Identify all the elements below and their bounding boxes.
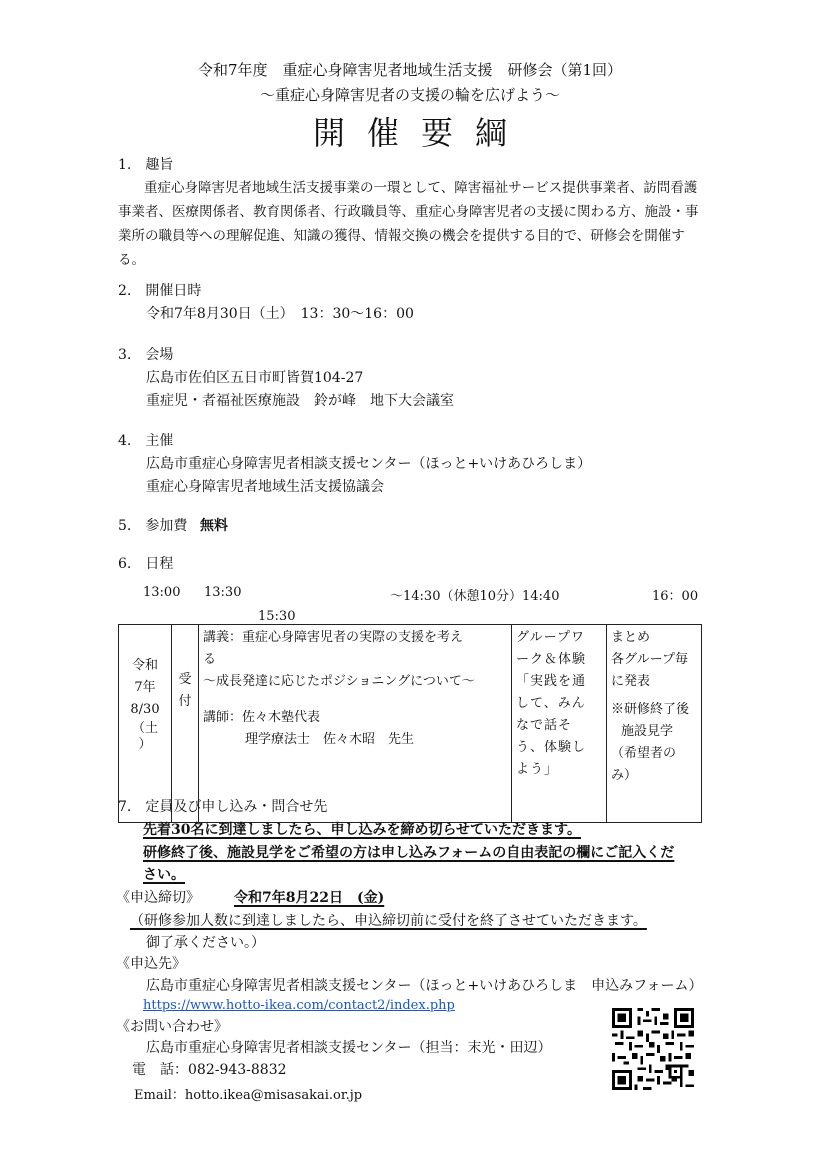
apply-label: 《申込先》 (116, 956, 186, 972)
deadline-note-continued: 御了承ください。） (146, 935, 265, 951)
section-4-heading: 4. 主催 (118, 433, 174, 449)
contact-label: 《お問い合わせ》 (116, 1019, 228, 1035)
lecture-line: る (203, 652, 217, 667)
capacity-notice: 先着30名に到達しましたら、申し込みを締め切らせていただきます。 (143, 822, 581, 838)
venue-name: 重症児・者福祉医療施設 鈴が峰 地下大会議室 (146, 393, 454, 409)
group-line: ーク＆体験 (516, 652, 587, 667)
fee-value: 無料 (200, 518, 228, 534)
document-title: 令和7年度 重症心身障害児者地域生活支援 研修会（第1回） (197, 61, 623, 79)
section-7-heading: 7. 定員及び申し込み・問合せ先 (118, 799, 328, 815)
qr-code-icon (612, 1008, 694, 1090)
group-line: う、体験し (516, 740, 587, 755)
tour-notice-continued: さい。 (143, 867, 185, 883)
group-line: して、みん (516, 696, 586, 711)
summary-line: に発表 (611, 674, 651, 689)
organizer-2: 重症心身障害児者地域生活支援協議会 (146, 479, 384, 495)
group-line: 「実践を通 (516, 674, 587, 689)
lecturer-line: 理学療法士 佐々木昭 先生 (245, 732, 415, 747)
time-1330: 13:30 (204, 585, 242, 600)
time-1530: 15:30 (258, 609, 296, 624)
reception-line: 受 (178, 672, 192, 687)
section-5-heading: 5. 参加費 (118, 518, 188, 534)
contact-email[interactable]: Email：hotto.ikea@misasakai.or.jp (134, 1088, 363, 1103)
apply-destination: 広島市重症心身障害児者相談支援センター（ほっと+いけあひろしま 申込みフォーム） (146, 978, 703, 994)
group-line: グループワ (516, 630, 585, 645)
section-6-heading: 6. 日程 (118, 556, 174, 572)
summary-line: ※研修終了後 (611, 702, 690, 717)
section-3-heading: 3. 会場 (118, 347, 174, 363)
deadline-note: （研修参加人数に到達しましたら、申込締切前に受付を終了させていただきます。 (130, 913, 647, 929)
tour-notice: 研修終了後、施設見学をご希望の方は申し込みフォームの自由表記の欄にご記入くだ (143, 845, 675, 861)
document-subtitle: ～重症心身障害児者の支援の輪を広げよう～ (259, 86, 560, 104)
summary-line: 各グループ毎 (611, 652, 688, 667)
schedule-table (118, 624, 702, 823)
summary-line: 施設見学 (621, 724, 674, 739)
lecture-line: 講義：重症心身障害児者の実際の支援を考え (203, 630, 464, 645)
lecture-line: ～成長発達に応じたポジショニングについて～ (203, 674, 475, 689)
venue-address: 広島市佐伯区五日市町皆賀104-27 (146, 370, 364, 386)
summary-line: まとめ (611, 630, 651, 645)
time-1430-1440: ～14:30（休憩10分）14:40 (390, 589, 560, 604)
organizer-1: 広島市重症心身障害児者相談支援センター（ほっと+いけあひろしま） (146, 456, 592, 472)
apply-form-link[interactable]: https://www.hotto-ikea.com/contact2/index.php (143, 998, 455, 1013)
date-line: 7年 (134, 680, 156, 695)
schedule-date-cell (119, 625, 172, 823)
date-line: 令和 (131, 658, 158, 673)
section-1-heading: 1. 趣旨 (118, 157, 174, 173)
date-line: ） (138, 737, 152, 752)
summary-line: み） (611, 768, 638, 783)
event-datetime: 令和7年8月30日（土） 13：30～16：00 (146, 306, 414, 322)
summary-line: （希望者の (611, 746, 677, 761)
time-1600: 16：00 (652, 589, 699, 604)
date-line: （土 (131, 721, 158, 736)
section-1-body: 重症心身障害児者地域生活支援事業の一環として、障害福祉サービス提供事業者、訪問看護事業者、医療関係者、教育関係者、行政職員等、重症心身障害児者の支援に関わる方、施設・事業所の職員等への理解促進、知識の獲得、情報交換の機会を提供する目的で、研修会を開催する。 (118, 180, 699, 268)
schedule-row (119, 625, 702, 823)
section-2-heading: 2. 開催日時 (118, 283, 202, 299)
group-line: よう」 (516, 762, 559, 777)
lecturer-line: 講師：佐々木塾代表 (203, 710, 321, 725)
main-heading: 開催要綱 (312, 114, 529, 152)
contact-phone: 電 話：082-943-8832 (132, 1062, 287, 1078)
schedule-lecture-cell (199, 625, 512, 823)
contact-center: 広島市重症心身障害児者相談支援センター（担当：末光・田辺） (146, 1040, 552, 1056)
date-line: 8/30 (130, 702, 160, 717)
deadline-label: 《申込締切》 (116, 890, 200, 906)
reception-line: 付 (178, 694, 192, 709)
schedule-reception-cell (172, 625, 199, 823)
deadline-value: 令和7年8月22日 (金) (234, 890, 385, 906)
schedule-summary-cell (607, 625, 702, 823)
schedule-group-cell (512, 625, 607, 823)
group-line: なで話そ (516, 718, 573, 733)
time-1300: 13:00 (143, 585, 181, 600)
